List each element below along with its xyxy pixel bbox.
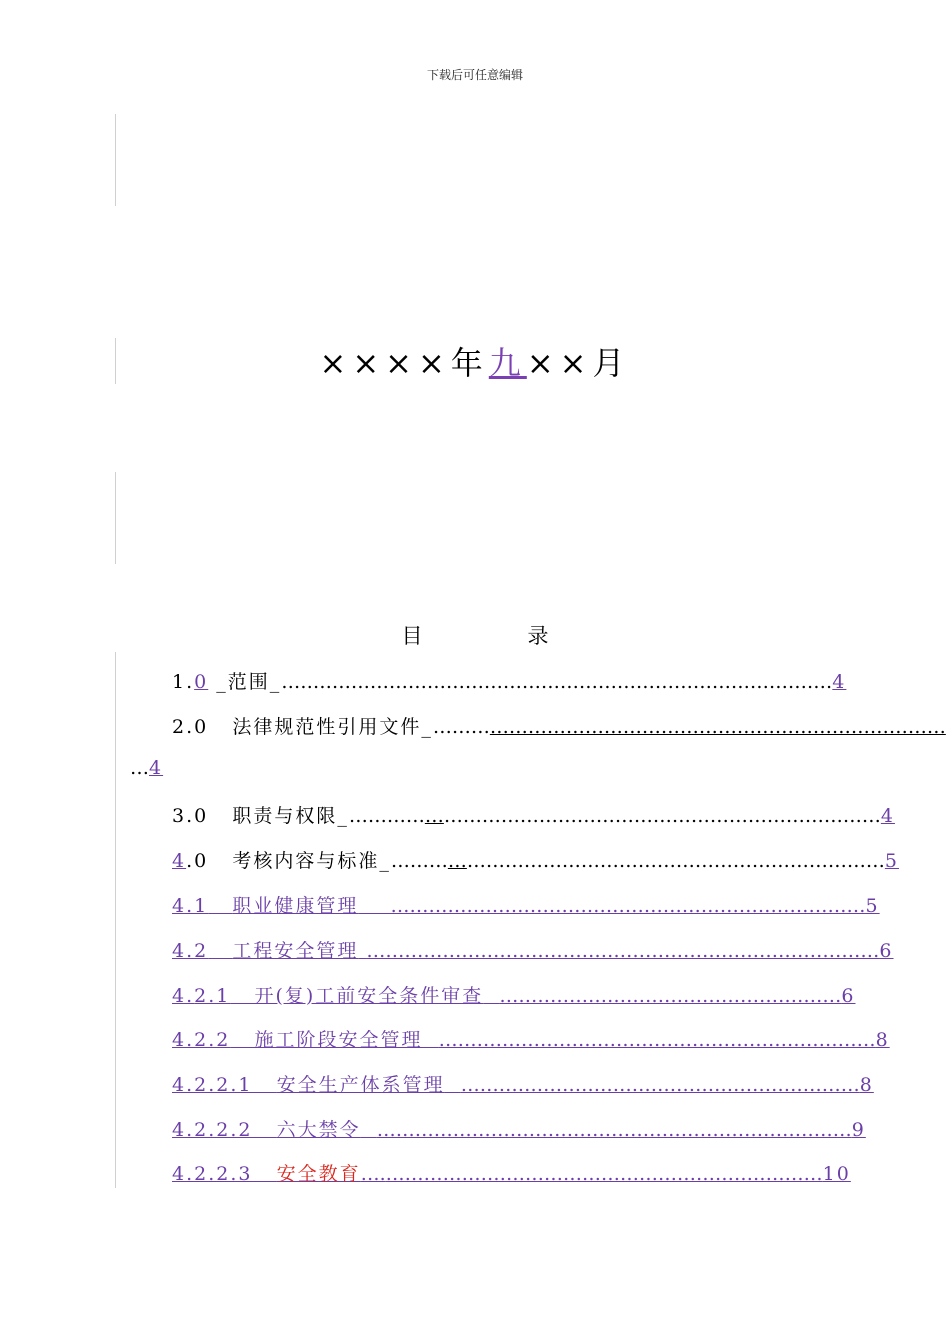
toc-entry[interactable] bbox=[172, 667, 846, 694]
date-month-link[interactable]: 九 bbox=[488, 344, 527, 382]
toc-entry-number: 4.2.2.3 bbox=[172, 1163, 253, 1185]
toc-entry-leader: ……… bbox=[390, 850, 448, 872]
toc-entry-leader: ……………………………………………………… bbox=[460, 1074, 860, 1096]
toc-entry-number: 4. bbox=[172, 985, 195, 1007]
toc-entry-leader-link[interactable]: … bbox=[447, 850, 467, 872]
page-header: 下载后可任意编辑 bbox=[426, 68, 523, 82]
toc-entry-label: 施工阶段安全管理 bbox=[254, 1029, 423, 1051]
toc-entry-link[interactable] bbox=[172, 1070, 874, 1097]
toc-entry-page[interactable]: 4 bbox=[832, 671, 847, 693]
toc-entry-number: 2.0 bbox=[172, 716, 209, 738]
toc-entry-number: 4.2.2.2 bbox=[172, 1119, 253, 1141]
toc-entry-number: 1. bbox=[172, 671, 195, 693]
toc-entry-page: 8 bbox=[859, 1074, 874, 1096]
toc-entry-label: 职业健康管理 bbox=[232, 895, 359, 917]
toc-entry-page: 6 bbox=[841, 985, 856, 1007]
toc-entry-page: 9 bbox=[851, 1119, 866, 1141]
toc-entry-number: 4.2.2 bbox=[172, 1029, 231, 1051]
toc-entry-leader: … bbox=[130, 757, 149, 779]
toc-entry-number: 4.2.2.1 bbox=[172, 1074, 253, 1096]
margin-rule bbox=[115, 652, 116, 1188]
toc-entry-label: 法律规范性引用文件_ bbox=[232, 716, 433, 738]
toc-entry-number: .0 bbox=[186, 850, 209, 872]
toc-entry-leader: …………………………………………………………… bbox=[443, 805, 881, 827]
toc-entry-page: 5 bbox=[865, 895, 880, 917]
toc-entry-number-link[interactable]: 4 bbox=[172, 850, 187, 872]
toc-entry-label: 考核内容与标准_ bbox=[232, 850, 391, 872]
document-date bbox=[0, 338, 950, 384]
toc-entry-label: 安全生产体系管理 bbox=[276, 1074, 445, 1096]
toc-entry-link[interactable] bbox=[172, 981, 856, 1008]
toc-entry[interactable] bbox=[172, 846, 899, 873]
toc-entry-link[interactable] bbox=[172, 936, 894, 963]
toc-entry-label: 职责与权限_ bbox=[232, 805, 349, 827]
toc-entry-number: 4.2 bbox=[172, 940, 209, 962]
toc-entry-link[interactable] bbox=[172, 1025, 890, 1052]
toc-entry-link[interactable] bbox=[172, 1115, 866, 1142]
date-month: ××月 bbox=[526, 344, 631, 382]
toc-entry-label: 工程安全管理 bbox=[232, 940, 359, 962]
toc-entry-leader: ……………………………………………………………………… bbox=[366, 940, 880, 962]
toc-entry-page: 8 bbox=[875, 1029, 890, 1051]
toc-entry-leader: ………………………………………………………… bbox=[466, 850, 885, 872]
toc-entry-label: 开(复)工前安全条件审查 bbox=[254, 985, 484, 1007]
toc-entry-page[interactable]: 4 bbox=[880, 805, 895, 827]
toc-entry-link[interactable] bbox=[172, 891, 880, 918]
toc-entry-link[interactable] bbox=[172, 1159, 851, 1186]
toc-entry-leader: …. bbox=[360, 1163, 386, 1185]
toc-entry-page: 6 bbox=[879, 940, 894, 962]
toc-entry-leader: ……………………………………………… bbox=[499, 985, 842, 1007]
margin-rule bbox=[115, 472, 116, 564]
toc-entry[interactable] bbox=[172, 712, 946, 739]
toc-title: 目 录 bbox=[401, 624, 591, 648]
toc-entry-label: _范围_ bbox=[216, 671, 282, 693]
toc-entry-number: 3.0 bbox=[172, 805, 209, 827]
toc-entry-continuation[interactable] bbox=[130, 757, 163, 779]
toc-entry-leader: ………………………………………………………………… bbox=[390, 895, 866, 917]
toc-entry-page[interactable]: 5 bbox=[884, 850, 899, 872]
toc-entry-leader-link[interactable]: … bbox=[424, 805, 444, 827]
toc-entry-leader: …………………………………………………………… bbox=[385, 1163, 823, 1185]
date-year: ××××年 bbox=[319, 344, 489, 382]
toc-entry-number-sub: 2.1 bbox=[194, 985, 231, 1007]
toc-entry-label: 六大禁令 bbox=[276, 1119, 361, 1141]
toc-entry-leader: ……… bbox=[432, 716, 490, 738]
toc-entry-page: 10 bbox=[822, 1163, 851, 1185]
toc-entry-number-link[interactable]: 0 bbox=[194, 671, 209, 693]
toc-entry-leader: ………………………………………………………………… bbox=[376, 1119, 852, 1141]
toc-entry-label: 安全教育 bbox=[276, 1163, 361, 1185]
toc-entry-leader: ………… bbox=[348, 805, 425, 827]
toc-entry-leader: …………………………………………………………………………… bbox=[281, 671, 833, 693]
toc-entry-leader-link[interactable]: ……………………………………………………………… bbox=[489, 716, 946, 738]
toc-entry-number: 4.1 bbox=[172, 895, 209, 917]
toc-entry-leader: …………………………………………………………… bbox=[438, 1029, 876, 1051]
margin-rule bbox=[115, 114, 116, 206]
toc-entry[interactable] bbox=[172, 801, 895, 828]
toc-entry-page[interactable]: 4 bbox=[149, 757, 164, 779]
